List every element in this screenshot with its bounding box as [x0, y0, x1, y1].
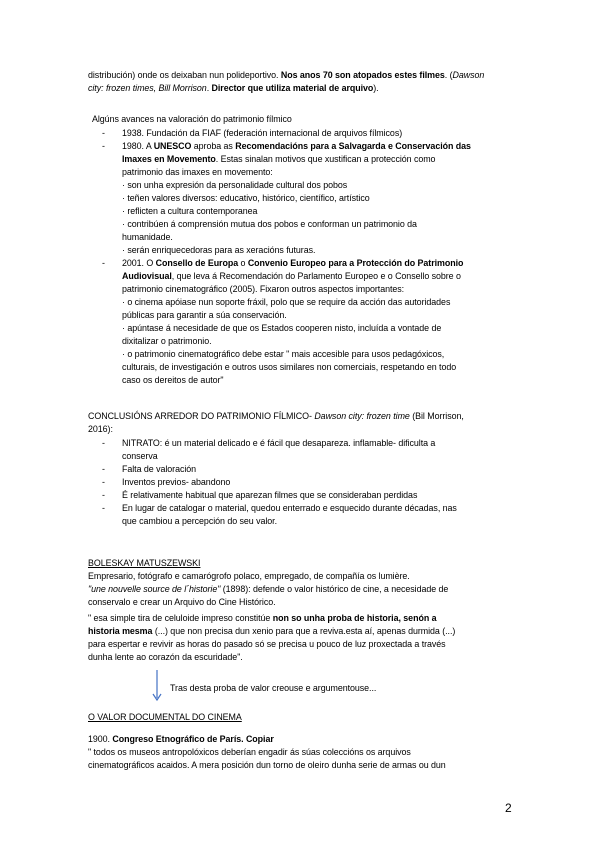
- list-bullet-dash: -: [102, 503, 105, 513]
- text-run-bold: non so unha proba de historia, senón a: [272, 613, 437, 623]
- paragraph-line: [88, 583, 448, 595]
- list-item-catalogar: En lugar de catalogar o material, quedou enterrado e esquecido durante décadas, nas: [122, 503, 457, 513]
- list-item-unesco-line-1: [122, 140, 471, 152]
- paragraph-line: para espertar e revivir as horas do pasado só se precisa u pouco de luz proxectada a través: [88, 639, 446, 649]
- intro-bold-text: Nos anos 70 son atopados estes filmes: [280, 70, 445, 80]
- intro-bold-text: Director que utiliza material de arquivo: [211, 83, 374, 93]
- list-item-nitrato-continued: conserva: [122, 451, 158, 461]
- text-run: 1900.: [88, 734, 113, 744]
- intro-text: ).: [373, 83, 379, 93]
- section-heading-conclusions-line-2: 2016):: [88, 424, 113, 434]
- quote-italic: "une nouvelle source de l´historie": [88, 584, 221, 594]
- list-item-catalogar-continued: que cambiou a percepción do seu valor.: [122, 516, 277, 526]
- text-run-bold: UNESCO: [153, 141, 192, 151]
- sub-bullet: · son unha expresión da personalidade cultural dos pobos: [122, 180, 348, 190]
- list-item-consello-line-3: patrimonio cinematográfico (2005). Fixaron outros aspectos importantes:: [122, 284, 405, 294]
- paragraph-line: [88, 612, 437, 624]
- heading-text: (Bil Morrison,: [409, 411, 464, 421]
- sub-bullet-continued: dixitalizar o patrimonio.: [122, 336, 212, 346]
- paragraph-line: conservalo e crear un Arquivo do Cine Histórico.: [88, 597, 276, 607]
- list-bullet-dash: -: [102, 258, 105, 268]
- section-heading-avances: Algúns avances na valoración do patrimonio fílmico: [92, 114, 292, 124]
- list-item-valoracion: Falta de valoración: [122, 464, 197, 474]
- section-heading-matuszewski: BOLESKAY MATUSZEWSKI: [88, 558, 201, 568]
- paragraph-line: Empresario, fotógrafo e camarógrofo polaco, empregado, de compañía os lumière.: [88, 571, 410, 581]
- sub-bullet: · teñen valores diversos: educativo, histórico, científico, artístico: [122, 193, 370, 203]
- paragraph-line: dunha lente ao corazón da escuridade".: [88, 652, 243, 662]
- sub-bullet-continued: públicas para garantir a súa conservación.: [122, 310, 287, 320]
- list-item-fiaf: 1938. Fundación da FIAF (federación internacional de arquivos fílmicos): [122, 128, 403, 138]
- film-title-italic: Dawson city: frozen time: [314, 411, 410, 421]
- subheading-congreso: [88, 733, 274, 745]
- text-run: (...) que non precisa dun xenio para que a reviva.esta aí, apenas durmida (...): [152, 626, 456, 636]
- text-run: aproba as: [191, 141, 236, 151]
- list-item-unesco-line-2: [122, 153, 435, 165]
- page-number: 2: [505, 801, 512, 815]
- text-run-bold: Convenio Europeo para a Protección do Patrimonio: [247, 258, 464, 268]
- text-run: " esa simple tira de celuloide impreso constitúe: [88, 613, 273, 623]
- sub-bullet: · contribúen á comprensión mutua dos pobos e conforman un patrimonio da: [122, 219, 417, 229]
- section-heading-valor-documental: O VALOR DOCUMENTAL DO CINEMA: [88, 712, 242, 722]
- sub-bullet-continued: caso os dereitos de autor": [122, 375, 224, 385]
- film-title-italic: city: frozen times, Bill Morrison: [88, 83, 207, 93]
- section-heading-conclusions: [88, 410, 464, 422]
- text-run-bold: Audiovisual: [122, 271, 172, 281]
- intro-text: .: [206, 83, 212, 93]
- text-run: o: [238, 258, 248, 268]
- heading-text: CONCLUSIÓNS ARREDOR DO PATRIMONIO FÍLMICO-: [88, 411, 315, 421]
- paragraph-line: " todos os museos antropolóxicos deberían engadir ás súas coleccións os arquivos: [88, 747, 411, 757]
- text-run: (1898): defende o valor histórico de cine, a necesidade de: [220, 584, 449, 594]
- text-run-bold: Recomendacións para a Salvagarda e Conservación das: [235, 141, 471, 151]
- sub-bullet: · o cinema apóiase nun soporte fráxil, polo que se require da acción das autoridades: [122, 297, 451, 307]
- list-bullet-dash: -: [102, 128, 105, 138]
- text-run-bold: Imaxes en Movemento: [122, 154, 216, 164]
- intro-text: . (: [444, 70, 453, 80]
- sub-bullet: · o patrimonio cinematográfico debe estar " mais accesible para usos pedagóxicos,: [122, 349, 445, 359]
- arrow-note: Tras desta proba de valor creouse e argumentouse...: [170, 683, 377, 693]
- paragraph-line: cinematográficos acaidos. A mera posición dun torno de oleiro dunha serie de armas ou dun: [88, 760, 446, 770]
- list-item-consello-line-1: [122, 257, 463, 269]
- intro-italic-text: Dawson: [452, 70, 485, 80]
- text-run-bold: Congreso Etnográfico de París. Copiar: [112, 734, 274, 744]
- list-item-nitrato: NITRATO: é un material delicado e é fácil que desapareza. inflamable- dificulta a: [122, 438, 436, 448]
- list-bullet-dash: -: [102, 490, 105, 500]
- text-run: 1980. A: [122, 141, 154, 151]
- intro-line-2: [88, 82, 379, 94]
- sub-bullet: · apúntase á necesidade de que os Estados cooperen nisto, incluída a vontade de: [122, 323, 442, 333]
- sub-bullet-continued: humanidade.: [122, 232, 173, 242]
- sub-bullet: · serán enriquecedoras para as xeracións futuras.: [122, 245, 316, 255]
- intro-text: distribución) onde os deixaban nun polideportivo.: [88, 70, 281, 80]
- list-bullet-dash: -: [102, 464, 105, 474]
- list-item-consello-line-2: [122, 270, 461, 282]
- sub-bullet-continued: culturais, de investigación e outros usos similares non comerciais, respetando en todo: [122, 362, 457, 372]
- text-run: 2001. O: [122, 258, 156, 268]
- text-run: , que leva á Recomendación do Parlamento Europeo e o Consello sobre o: [171, 271, 461, 281]
- down-arrow-icon: [150, 669, 164, 703]
- list-item-filmes-perdidas: É relativamente habitual que aparezan filmes que se consideraban perdidas: [122, 490, 418, 500]
- list-bullet-dash: -: [102, 438, 105, 448]
- paragraph-line: [88, 625, 455, 637]
- intro-line-1: [88, 69, 484, 81]
- sub-bullet: · reflicten a cultura contemporanea: [122, 206, 258, 216]
- list-item-unesco-line-3: patrimonio das imaxes en movemento:: [122, 167, 273, 177]
- list-bullet-dash: -: [102, 477, 105, 487]
- list-item-inventos: Inventos previos- abandono: [122, 477, 231, 487]
- text-run-bold: Consello de Europa: [155, 258, 239, 268]
- text-run-bold: historia mesma: [88, 626, 153, 636]
- list-bullet-dash: -: [102, 141, 105, 151]
- text-run: . Estas sinalan motivos que xustifican a protección como: [215, 154, 436, 164]
